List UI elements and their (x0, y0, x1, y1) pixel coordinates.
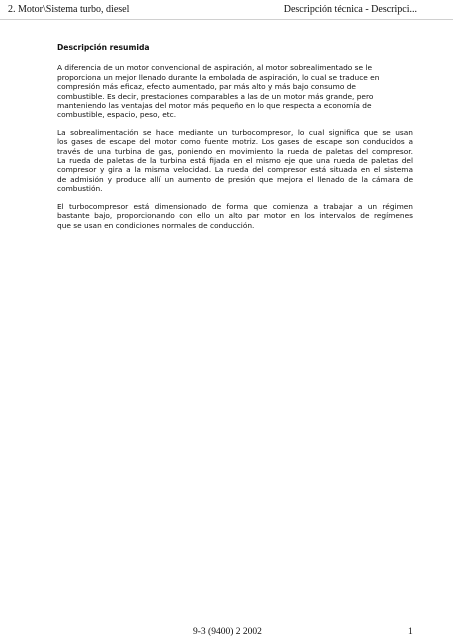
header-document-title: Descripción técnica - Descripci... (283, 4, 417, 15)
page-header (0, 3, 453, 17)
text-line: combustión. (57, 184, 103, 194)
text-line: compresión más eficaz, efecto aumentado, par más alto y más bajo consumo de (57, 82, 356, 92)
text-line: La rueda de paletas de la turbina está fijada en el mismo eje que una rueda de paletas del (57, 156, 413, 166)
text-line: de admisión y produce allí un aumento de presión que mejora el llenado de la cámara de (57, 174, 413, 184)
header-divider (0, 19, 453, 20)
text-line: bastante bajo, proporcionando con ello un alto par motor en los intervalos de regímenes (57, 211, 413, 221)
paragraph-3 (57, 202, 413, 230)
header-breadcrumb: 2. Motor\Sistema turbo, diesel (8, 4, 130, 15)
text-line: combustible, espacio, peso, etc. (57, 110, 177, 120)
page-number: 1 (408, 627, 413, 637)
text-line: proporciona un mejor llenado durante la embolada de aspiración, lo cual se traduce en (57, 72, 380, 82)
text-line: que se usan en condiciones normales de conducción. (57, 220, 255, 230)
text-line: El turbocompresor está dimensionado de forma que comienza a trabajar a un régimen (57, 201, 413, 211)
footer-document-code: 9-3 (9400) 2 2002 (193, 627, 262, 637)
page-footer (0, 626, 453, 638)
text-line: La sobrealimentación se hace mediante un turbocompresor, lo cual significa que se usan (57, 127, 413, 137)
text-line: los gases de escape del motor como fuente motriz. Los gases de escape son conducidos a (57, 137, 413, 147)
document-body (57, 43, 413, 238)
text-line: A diferencia de un motor convencional de aspiración, al motor sobrealimentado se le (57, 63, 373, 73)
paragraph-2 (57, 128, 413, 194)
text-line: manteniendo las ventajas del motor más pequeño en lo que respecta a economía de (57, 101, 372, 111)
paragraph-1 (57, 63, 413, 119)
text-line: través de una turbina de gas, poniendo en movimiento la rueda de paletas del compresor. (57, 146, 413, 156)
text-line: compresor y gira a la misma velocidad. La rueda del compresor está situada en el sistema (57, 165, 413, 175)
section-heading: Descripción resumida (57, 43, 150, 52)
text-line: combustible. Es decir, prestaciones comparables a las de un motor más grande, pero (57, 91, 374, 101)
